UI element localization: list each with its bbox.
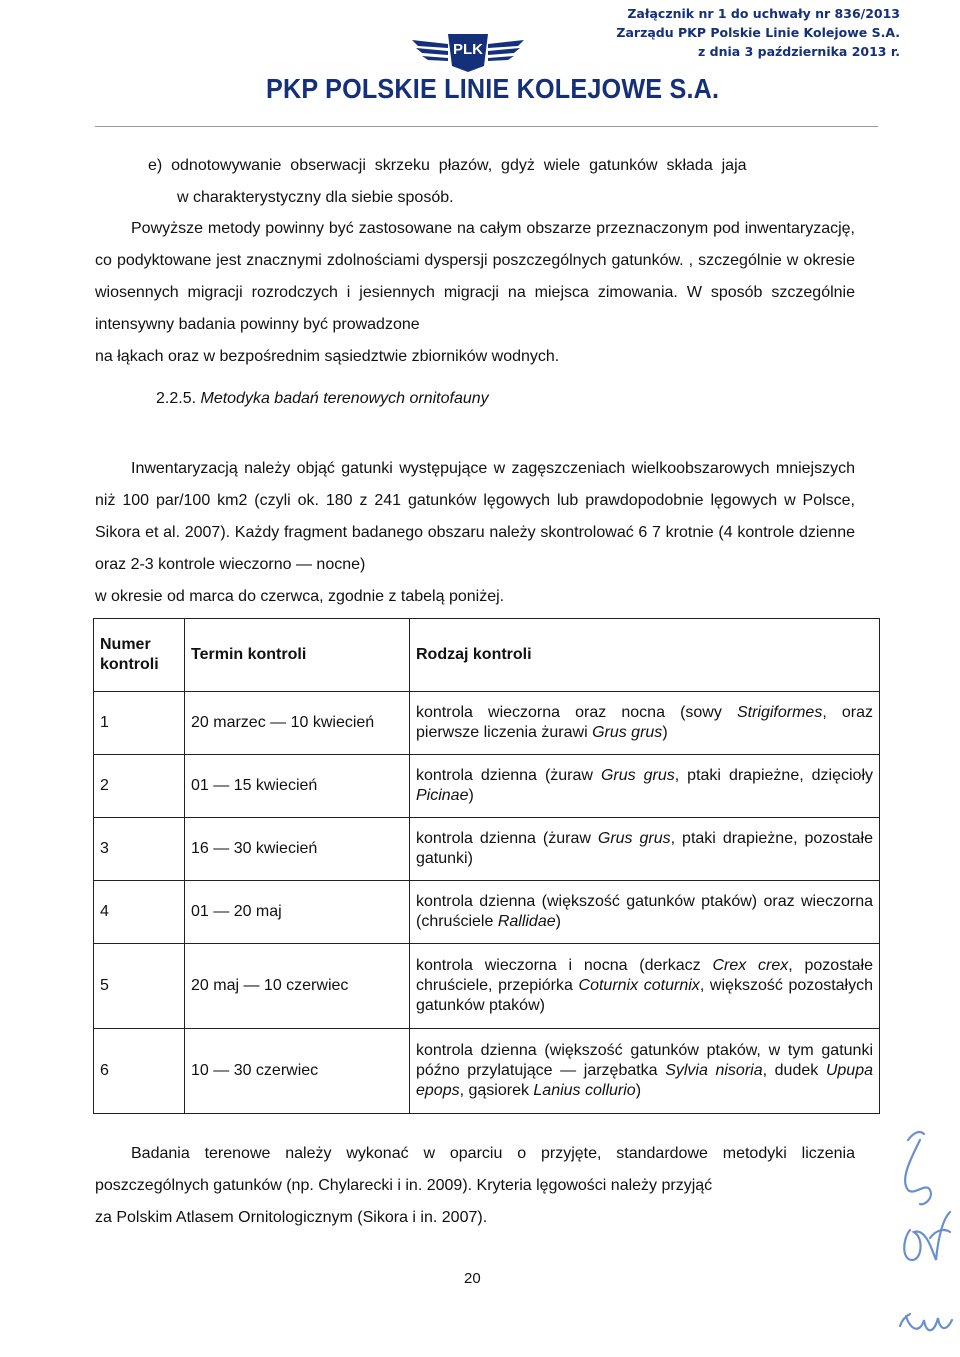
header-divider [95, 126, 878, 127]
header-cell: Rodzaj kontroli [410, 619, 880, 692]
paragraph-methodology [95, 1138, 855, 1234]
control-kind: kontrola wieczorna i nocna (derkacz Crex crex, pozostałe chruściele, przepiórka Coturnix coturnix, większość pozostałych gatunków ptaków) [410, 944, 880, 1029]
section-heading [156, 390, 489, 408]
table-row [94, 1029, 880, 1114]
logo-text: PLK [453, 41, 483, 58]
resolution-line: Załącznik nr 1 do uchwały nr 836/2013 [627, 6, 900, 21]
table-row [94, 944, 880, 1029]
control-term: 20 maj ― 10 czerwiec [185, 944, 410, 1029]
control-kind: kontrola dzienna (większość gatunków ptaków, w tym gatunki późno przylatujące ― jarzębatka Sylvia nisoria, dudek Upupa epops, gąsiorek Lanius collurio) [410, 1029, 880, 1114]
plk-logo [408, 26, 528, 74]
section-title: Metodyka badań terenowych ornitofauny [200, 390, 489, 407]
header-cell: Termin kontroli [185, 619, 410, 692]
table-row [94, 818, 880, 881]
control-kind: kontrola wieczorna oraz nocna (sowy Strigiformes, oraz pierwsze liczenia żurawi Grus grus) [410, 692, 880, 755]
control-number: 1 [94, 692, 185, 755]
control-term: 16 ― 30 kwiecień [185, 818, 410, 881]
paragraph-methods [95, 213, 855, 373]
control-kind: kontrola dzienna (żuraw Grus grus, ptaki drapieżne, pozostałe gatunki) [410, 818, 880, 881]
list-item-line: e) odnotowywanie obserwacji skrzeku płazów, gdyż wiele gatunków składa jaja [148, 157, 747, 174]
section-number: 2.2.5. [156, 390, 197, 407]
control-number: 2 [94, 755, 185, 818]
table-row [94, 755, 880, 818]
control-term: 01 ― 20 maj [185, 881, 410, 944]
list-item-line: w charakterystyczny dla siebie sposób. [177, 189, 454, 206]
controls-table [93, 618, 880, 1114]
control-number: 4 [94, 881, 185, 944]
control-number: 5 [94, 944, 185, 1029]
table-row [94, 881, 880, 944]
header-cell: Numer kontroli [94, 619, 185, 692]
brand-name: PKP POLSKIE LINIE KOLEJOWE S.A. [266, 73, 720, 104]
control-kind: kontrola dzienna (większość gatunków ptaków) oraz wieczorna (chruściele Rallidae) [410, 881, 880, 944]
control-term: 20 marzec ― 10 kwiecień [185, 692, 410, 755]
control-term: 01 ― 15 kwiecień [185, 755, 410, 818]
page-number: 20 [464, 1270, 481, 1287]
paragraph-ornithology [95, 453, 855, 613]
paragraph-text: na łąkach oraz w bezpośrednim sąsiedztwie zbiorników wodnych. [95, 348, 560, 365]
control-term: 10 ― 30 czerwiec [185, 1029, 410, 1114]
paragraph-text: w okresie od marca do czerwca, zgodnie z tabelą poniżej. [95, 588, 505, 605]
resolution-note [616, 4, 900, 61]
control-kind: kontrola dzienna (żuraw Grus grus, ptaki drapieżne, dzięcioły Picinae) [410, 755, 880, 818]
table-header-row [94, 619, 880, 692]
resolution-line: Zarządu PKP Polskie Linie Kolejowe S.A. [616, 25, 900, 40]
list-item-e [148, 150, 854, 214]
resolution-line: z dnia 3 października 2013 r. [698, 44, 900, 59]
paragraph-text: za Polskim Atlasem Ornitologicznym (Sikora i in. 2007). [95, 1209, 488, 1226]
handwritten-initials [880, 1120, 960, 1352]
control-number: 3 [94, 818, 185, 881]
paragraph-text: Powyższe metody powinny być zastosowane na całym obszarze przeznaczonym pod inwentaryzację, co podyktowane jest znacznymi zdolnościami dyspersji poszczególnych gatunków. , szczególnie w okresie wiosennych migracji rozrodczych i jesiennych migracji na miejsca zimowania. W sposób szczególnie intensywny badania powinny być prowadzone [95, 220, 855, 333]
table-row [94, 692, 880, 755]
control-number: 6 [94, 1029, 185, 1114]
paragraph-text: Inwentaryzacją należy objąć gatunki występujące w zagęszczeniach wielkoobszarowych mniejszych niż 100 par/100 km2 (czyli ok. 180 z 241 gatunków lęgowych lub prawdopodobnie lęgowych w Polsce, Sikora et al. 2007). Każdy fragment badanego obszaru należy skontrolować 6 7 krotnie (4 kontrole dzienne oraz 2-3 kontrole wieczorno ― nocne) [95, 460, 855, 573]
paragraph-text: Badania terenowe należy wykonać w oparciu o przyjęte, standardowe metodyki liczenia poszczególnych gatunków (np. Chylarecki i in. 2009). Kryteria lęgowości należy przyjąć [95, 1145, 855, 1194]
